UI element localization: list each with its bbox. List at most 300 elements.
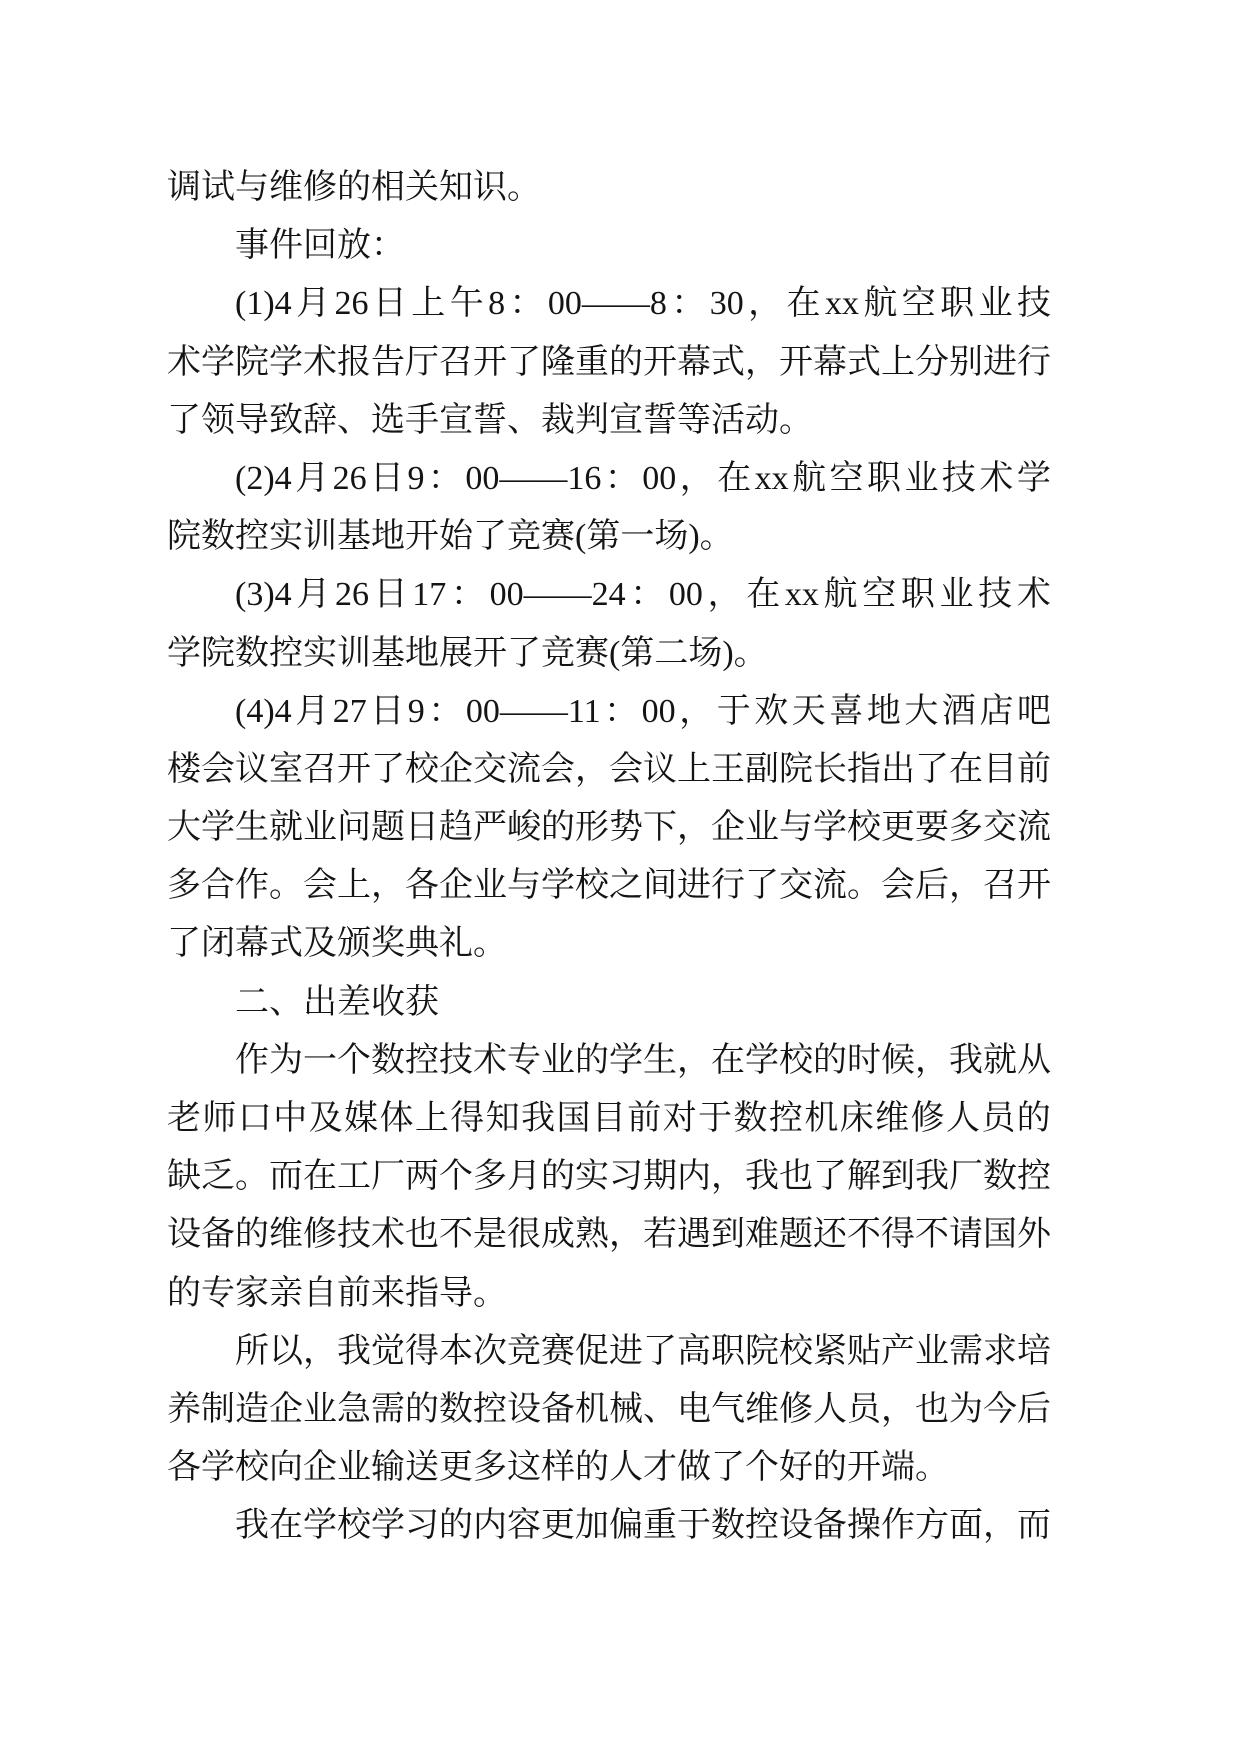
text-glyph: 流 [1017, 809, 1051, 847]
text-glyph: 老 [167, 1100, 201, 1137]
text-glyph: 数 [439, 1390, 473, 1428]
text-glyph: 空 [901, 285, 936, 323]
text-glyph: 企 [439, 867, 473, 905]
text-glyph: 不 [915, 1216, 949, 1254]
text-glyph: 式 [847, 343, 881, 381]
text-glyph: 成 [541, 1216, 575, 1254]
text-glyph: 别 [949, 343, 983, 381]
text-glyph: 航 [863, 285, 898, 323]
text-glyph: 作 [235, 867, 269, 905]
text-glyph: ： [509, 285, 544, 323]
text-glyph: 在 [711, 1041, 745, 1079]
text-glyph: ： [671, 285, 706, 323]
text-glyph: 的 [813, 1041, 847, 1079]
text-glyph: 厂 [371, 1158, 405, 1196]
text-glyph: 前 [627, 1100, 662, 1137]
text-glyph: 不 [847, 1216, 881, 1254]
text-glyph: 报 [337, 343, 371, 381]
text-glyph: 之 [609, 867, 643, 905]
text-glyph: 进 [677, 867, 711, 905]
text-glyph: 严 [473, 809, 507, 847]
text-glyph: ， [983, 1507, 1017, 1545]
text-glyph: (1)4 [235, 285, 292, 323]
text-glyph: 了 [371, 750, 405, 788]
text-glyph: 重 [643, 1507, 677, 1545]
text-glyph: 工 [337, 1158, 371, 1196]
text-glyph: 就 [983, 1041, 1017, 1079]
text-glyph: 床 [839, 1100, 874, 1137]
text-glyph: 楼 [167, 750, 201, 788]
text-glyph: 00——8 [547, 285, 667, 323]
text-line [167, 741, 1051, 799]
text-glyph: 分 [915, 343, 949, 381]
text-glyph: 业 [303, 1390, 337, 1428]
text-glyph: 修 [779, 1390, 813, 1428]
text-glyph: ： [604, 692, 639, 730]
text-glyph: 下 [643, 809, 677, 847]
text-glyph: 多 [167, 867, 201, 905]
text-glyph: 急 [337, 1390, 371, 1428]
text-glyph: ： [604, 459, 639, 497]
text-glyph: 培 [1017, 1332, 1051, 1370]
text-glyph: 开 [1017, 867, 1051, 905]
document-content [167, 159, 1051, 1556]
text-glyph: 技 [978, 576, 1013, 614]
text-glyph: 大 [904, 692, 939, 730]
text-line: 学院数控实训基地展开了竞赛(第二场)。 [167, 634, 768, 672]
text-glyph: 月 [296, 576, 331, 614]
text-line [167, 799, 1051, 857]
text-glyph: 酒 [941, 692, 976, 730]
text-glyph: 内 [473, 1507, 507, 1545]
text-glyph: 的 [541, 809, 575, 847]
text-glyph: 若 [643, 1216, 677, 1254]
text-glyph: 天 [791, 692, 826, 730]
text-glyph: 00——24 [489, 576, 626, 614]
text-glyph: 企 [711, 809, 745, 847]
text-glyph: 流 [507, 750, 541, 788]
text-glyph: 得 [881, 1216, 915, 1254]
text-glyph: 了 [813, 1158, 847, 1196]
text-glyph: 行 [711, 867, 745, 905]
text-glyph: 偏 [609, 1507, 643, 1545]
text-glyph: 的 [541, 1158, 575, 1196]
text-glyph: 9 [407, 459, 425, 497]
text-glyph: 在 [786, 285, 821, 323]
text-glyph: 术 [473, 1041, 507, 1079]
text-glyph: 后 [915, 867, 949, 905]
text-glyph: 00——16 [465, 459, 602, 497]
text-glyph: 控 [745, 1507, 779, 1545]
text-glyph: 00——11 [465, 692, 601, 730]
text-glyph: 上 [337, 867, 371, 905]
text-line [167, 683, 1051, 741]
text-glyph: 各 [405, 867, 439, 905]
text-glyph: 生 [235, 809, 269, 847]
text-glyph: ， [371, 867, 405, 905]
text-glyph: 空 [862, 576, 897, 614]
text-glyph: 交 [779, 867, 813, 905]
text-glyph: ， [677, 1041, 711, 1079]
text-glyph: 遇 [677, 1216, 711, 1254]
text-glyph: 式 [711, 343, 745, 381]
text-glyph: 30 [709, 285, 744, 323]
text-glyph: 长 [813, 750, 847, 788]
text-glyph: 日 [370, 692, 405, 730]
text-glyph: 个 [337, 1041, 371, 1079]
text-glyph: 幕 [677, 343, 711, 381]
text-glyph: 就 [269, 809, 303, 847]
text-glyph: 形 [575, 809, 609, 847]
text-glyph: 口 [237, 1100, 272, 1137]
text-glyph: 开 [337, 750, 371, 788]
text-glyph: 出 [881, 750, 915, 788]
text-line [167, 1206, 1051, 1264]
text-glyph: 交 [473, 750, 507, 788]
text-glyph: 赛 [541, 1332, 575, 1370]
text-glyph: 的 [575, 1041, 609, 1079]
text-glyph: 了 [915, 750, 949, 788]
text-glyph: 校 [847, 809, 881, 847]
text-glyph: 吧 [1016, 692, 1051, 730]
text-glyph: 促 [575, 1332, 609, 1370]
text-glyph: 召 [303, 750, 337, 788]
text-glyph: 需 [949, 1332, 983, 1370]
text-glyph: 技 [941, 459, 976, 497]
text-glyph: 所 [235, 1332, 269, 1370]
text-glyph: 的 [609, 343, 643, 381]
text-glyph: 面 [949, 1507, 983, 1545]
text-glyph: 更 [881, 809, 915, 847]
text-glyph: 设 [167, 1216, 201, 1254]
text-glyph: 议 [235, 750, 269, 788]
text-glyph: 媒 [344, 1100, 379, 1137]
text-glyph: 很 [507, 1216, 541, 1254]
text-glyph: 厅 [405, 343, 439, 381]
text-glyph: 备 [813, 1507, 847, 1545]
text-glyph: 与 [507, 867, 541, 905]
text-glyph: 会 [201, 750, 235, 788]
text-glyph: 内 [677, 1158, 711, 1196]
text-glyph: 我 [915, 1158, 949, 1196]
text-glyph: 26 [334, 285, 369, 323]
text-glyph: 外 [1017, 1216, 1051, 1254]
text-glyph: 操 [847, 1507, 881, 1545]
text-glyph: 的 [235, 1216, 269, 1254]
text-glyph: 得 [405, 1332, 439, 1370]
text-glyph: 贴 [847, 1332, 881, 1370]
text-glyph: 27 [332, 692, 367, 730]
text-glyph: 的 [439, 1507, 473, 1545]
text-glyph: 我 [521, 1100, 556, 1137]
text-glyph: 备 [201, 1216, 235, 1254]
text-glyph: 合 [201, 867, 235, 905]
text-glyph: 校 [337, 1507, 371, 1545]
text-line: 各学校向企业输送更多这样的人才做了个好的开端。 [167, 1449, 949, 1487]
text-glyph: ： [630, 576, 665, 614]
text-glyph: 校 [405, 750, 439, 788]
text-glyph: 我 [745, 1158, 779, 1196]
text-glyph: ： [428, 692, 463, 730]
text-glyph: 得 [450, 1100, 485, 1137]
text-glyph: 紧 [813, 1332, 847, 1370]
text-glyph: 日 [370, 459, 405, 497]
text-glyph: 告 [371, 343, 405, 381]
text-glyph: 上 [414, 1100, 449, 1137]
text-glyph: 修 [303, 1216, 337, 1254]
text-glyph: 熟 [575, 1216, 609, 1254]
text-glyph: 指 [847, 750, 881, 788]
text-line [167, 1381, 1051, 1439]
text-glyph: 校 [575, 867, 609, 905]
text-glyph: 职 [711, 1332, 745, 1370]
text-glyph: 院 [745, 1332, 779, 1370]
text-glyph: 加 [575, 1507, 609, 1545]
text-line [167, 1032, 1051, 1090]
text-glyph: 竞 [507, 1332, 541, 1370]
text-glyph: 业 [978, 285, 1013, 323]
text-line: 院数控实训基地开始了竞赛(第一场)。 [167, 518, 734, 556]
text-glyph: 26 [334, 576, 369, 614]
text-glyph: xx [754, 459, 789, 497]
text-glyph: ， [745, 343, 779, 381]
text-glyph: 生 [643, 1041, 677, 1079]
text-glyph: 会 [609, 750, 643, 788]
text-glyph: 术 [1016, 576, 1051, 614]
text-glyph: 前 [1017, 750, 1051, 788]
text-glyph: 而 [1017, 1507, 1051, 1545]
text-glyph: 机 [804, 1100, 839, 1137]
text-glyph: ， [679, 459, 714, 497]
text-glyph: 业 [939, 576, 974, 614]
text-glyph: 要 [915, 809, 949, 847]
text-glyph: 备 [541, 1390, 575, 1428]
text-glyph: 今 [983, 1390, 1017, 1428]
text-glyph: 在 [717, 459, 752, 497]
text-glyph: 控 [768, 1100, 803, 1137]
text-glyph: 题 [779, 1216, 813, 1254]
text-line: 调试与维修的相关知识。 [167, 169, 541, 206]
text-glyph: 械 [609, 1390, 643, 1428]
text-glyph: 幕 [813, 343, 847, 381]
text-glyph: 机 [575, 1390, 609, 1428]
text-glyph: 本 [439, 1332, 473, 1370]
text-glyph: 专 [507, 1041, 541, 1079]
text-glyph: 觉 [371, 1332, 405, 1370]
text-glyph: 作 [235, 1041, 269, 1079]
text-glyph: 维 [745, 1390, 779, 1428]
text-glyph: 控 [1017, 1158, 1051, 1196]
text-glyph: 于 [677, 1507, 711, 1545]
text-glyph: 月 [296, 285, 331, 323]
text-glyph: 业 [303, 809, 337, 847]
text-glyph: 副 [745, 750, 779, 788]
text-glyph: 、 [643, 1390, 677, 1428]
text-glyph: (3)4 [235, 576, 292, 614]
text-line: 了闭幕式及颁奖典礼。 [167, 925, 507, 963]
text-glyph: 题 [371, 809, 405, 847]
text-glyph: 隆 [541, 343, 575, 381]
text-glyph: 月 [295, 692, 330, 730]
text-glyph: (2)4 [235, 459, 292, 497]
text-glyph: 议 [643, 750, 677, 788]
text-glyph: 问 [337, 809, 371, 847]
text-glyph: 养 [167, 1390, 201, 1428]
text-glyph: 会 [881, 867, 915, 905]
text-glyph: 一 [303, 1041, 337, 1079]
text-glyph: 而 [269, 1158, 303, 1196]
text-glyph: 解 [847, 1158, 881, 1196]
text-glyph: 两 [405, 1158, 439, 1196]
text-glyph: 制 [201, 1390, 235, 1428]
text-glyph: 术 [303, 343, 337, 381]
text-glyph: 学 [269, 343, 303, 381]
text-glyph: 了 [507, 343, 541, 381]
text-glyph: 月 [295, 459, 330, 497]
text-glyph: ， [711, 1158, 745, 1196]
text-glyph: 学 [371, 1507, 405, 1545]
text-glyph: 了 [745, 867, 779, 905]
text-glyph: 师 [202, 1100, 237, 1137]
text-glyph: 中 [273, 1100, 308, 1137]
text-line [167, 1323, 1051, 1381]
text-glyph: 术 [979, 459, 1014, 497]
text-glyph: 后 [1017, 1390, 1051, 1428]
text-glyph: 国 [983, 1216, 1017, 1254]
text-glyph: 更 [541, 1507, 575, 1545]
text-glyph: 到 [711, 1216, 745, 1254]
text-glyph: 也 [915, 1390, 949, 1428]
text-glyph: 多 [949, 809, 983, 847]
text-glyph: 业 [745, 809, 779, 847]
text-glyph: 术 [167, 343, 201, 381]
text-glyph: 大 [167, 809, 201, 847]
text-glyph: 进 [983, 343, 1017, 381]
text-glyph: ， [707, 576, 742, 614]
text-glyph: 流 [813, 867, 847, 905]
text-glyph: ： [427, 459, 462, 497]
text-glyph: 产 [881, 1332, 915, 1370]
text-glyph: 交 [983, 809, 1017, 847]
text-glyph: 上 [677, 750, 711, 788]
text-line: 事件回放： [235, 227, 405, 265]
text-glyph: 上 [881, 343, 915, 381]
text-glyph: 日 [373, 576, 408, 614]
text-glyph: 员 [847, 1390, 881, 1428]
text-glyph: 电 [677, 1390, 711, 1428]
text-glyph: ， [881, 1390, 915, 1428]
text-glyph: 月 [507, 1158, 541, 1196]
text-glyph: 开 [473, 343, 507, 381]
text-glyph: 校 [779, 1041, 813, 1079]
text-glyph: 室 [269, 750, 303, 788]
text-glyph: 9 [407, 692, 425, 730]
text-glyph: 控 [405, 1041, 439, 1079]
text-glyph: 技 [439, 1041, 473, 1079]
text-glyph: 行 [1017, 343, 1051, 381]
text-glyph: 多 [473, 1158, 507, 1196]
text-line [167, 1148, 1051, 1206]
text-glyph: 我 [235, 1507, 269, 1545]
text-glyph: 会 [541, 750, 575, 788]
text-glyph: 目 [591, 1100, 626, 1137]
text-glyph: 习 [609, 1158, 643, 1196]
text-glyph: 学 [813, 809, 847, 847]
text-glyph: 进 [609, 1332, 643, 1370]
text-glyph: 午 [449, 285, 484, 323]
text-glyph: ， [575, 750, 609, 788]
text-glyph: 还 [813, 1216, 847, 1254]
text-glyph: 造 [235, 1390, 269, 1428]
text-glyph: 请 [949, 1216, 983, 1254]
text-glyph: 设 [507, 1390, 541, 1428]
text-glyph: 。 [235, 1158, 269, 1196]
text-glyph: 趋 [439, 809, 473, 847]
text-glyph: 乏 [201, 1158, 235, 1196]
text-glyph: 容 [507, 1507, 541, 1545]
text-glyph: 召 [439, 343, 473, 381]
text-glyph: 难 [745, 1216, 779, 1254]
text-glyph: ， [303, 1332, 337, 1370]
text-glyph: 数 [371, 1041, 405, 1079]
text-glyph: 从 [1017, 1041, 1051, 1079]
text-line [167, 1497, 1051, 1555]
text-glyph: 维 [875, 1100, 910, 1137]
text-glyph: 开 [779, 343, 813, 381]
text-glyph: ， [949, 867, 983, 905]
text-line [167, 857, 1051, 915]
text-glyph: 需 [371, 1390, 405, 1428]
text-glyph: 在 [269, 1507, 303, 1545]
text-glyph: 为 [949, 1390, 983, 1428]
text-line: 的专家亲自前来指导。 [167, 1274, 507, 1312]
text-glyph: 航 [823, 576, 858, 614]
text-glyph: 次 [473, 1332, 507, 1370]
text-glyph: 期 [643, 1158, 677, 1196]
text-glyph: 势 [609, 809, 643, 847]
text-line [167, 566, 1051, 624]
text-glyph: 8 [488, 285, 506, 323]
text-line [167, 334, 1051, 392]
text-glyph: 院 [779, 750, 813, 788]
text-glyph: 缺 [167, 1158, 201, 1196]
text-line [167, 1090, 1051, 1148]
text-glyph: 目 [983, 750, 1017, 788]
text-glyph: 到 [881, 1158, 915, 1196]
text-glyph: 时 [847, 1041, 881, 1079]
text-glyph: 业 [904, 459, 939, 497]
text-glyph: 及 [308, 1100, 343, 1137]
text-glyph: 职 [867, 459, 901, 497]
text-glyph: 国 [556, 1100, 591, 1137]
text-glyph: 求 [983, 1332, 1017, 1370]
text-glyph: 以 [269, 1332, 303, 1370]
text-glyph: 候 [881, 1041, 915, 1079]
text-glyph: 是 [473, 1216, 507, 1254]
text-glyph: 学 [303, 1507, 337, 1545]
text-glyph: 王 [711, 750, 745, 788]
text-glyph: 学 [201, 809, 235, 847]
text-glyph: 学 [201, 343, 235, 381]
text-glyph: 店 [979, 692, 1014, 730]
text-glyph: 。 [269, 867, 303, 905]
text-glyph: 员 [981, 1100, 1016, 1137]
text-glyph: 高 [677, 1332, 711, 1370]
text-glyph: 业 [915, 1332, 949, 1370]
text-glyph: 开 [643, 343, 677, 381]
text-glyph: 重 [575, 343, 609, 381]
text-glyph: xx [784, 576, 819, 614]
